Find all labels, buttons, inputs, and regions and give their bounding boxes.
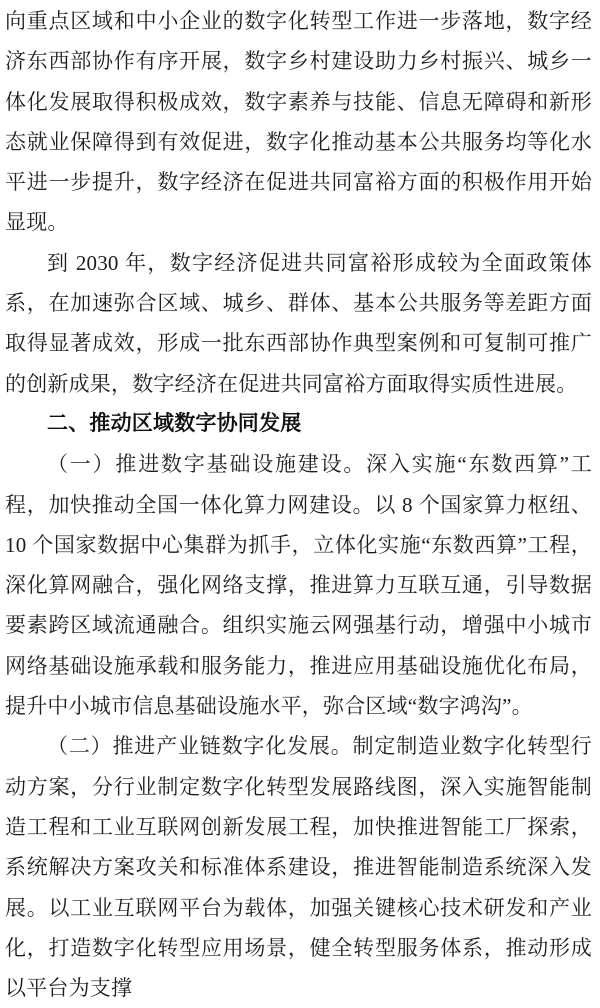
section-heading: 二、推动区域数字协同发展 (47, 411, 302, 435)
paragraph: 到 2030 年，数字经济促进共同富裕形成较为全面政策体系，在加速弥合区域、城乡、群体、基本公共服务等差距方面取得显著成效，形成一批东西部协作典型案例和可复制可推广的创新成果，数字经济在促进共同富裕方面取得实质性进展。 (5, 250, 592, 396)
paragraph (5, 444, 592, 726)
document-body (5, 1, 592, 1008)
paragraph: 向重点区域和中小企业的数字化转型工作进一步落地，数字经济东西部协作有序开展，数字乡村建设助力乡村振兴、城乡一体化发展取得积极成效，数字素养与技能、信息无障碍和新形态就业保障得到有效促进，数字化推动基本公共服务均等化水平进一步提升，数字经济在促进共同富裕方面的积极作用开始显现。 (5, 9, 592, 235)
paragraph-text: 深入实施“东数西算”工程，加快推动全国一体化算力网建设。以 8 个国家算力枢纽、10 个国家数据中心集群为抓手，立体化实施“东数西算”工程，深化算网融合，强化网络支撑，推进算力互联互通，引导数据要素跨区域流通融合。组织实施云网强基行动，增强中小城市网络基础设施承载和服务能力，推进应用基础设施优化布局，提升中小城市信息基础设施水平，弥合区域“数字鸿沟”。 (5, 452, 592, 719)
paragraph-text: 制定制造业数字化转型行动方案，分行业制定数字化转型发展路线图，深入实施智能制造工程和工业互联网创新发展工程，加快推进智能工厂探索，系统解决方案攻关和标准体系建设，推进智能制造系统深入发展。以工业互联网平台为载体，加强关键核心技术研发和产业化，打造数字化转型应用场景，健全转型服务体系，推动形成以平台为支撑 (5, 734, 592, 1001)
item-heading-lead: （一）推进数字基础设施建设。 (47, 452, 367, 477)
item-heading-lead: （二）推进产业链数字化发展。 (47, 734, 353, 759)
paragraph (5, 726, 592, 1008)
